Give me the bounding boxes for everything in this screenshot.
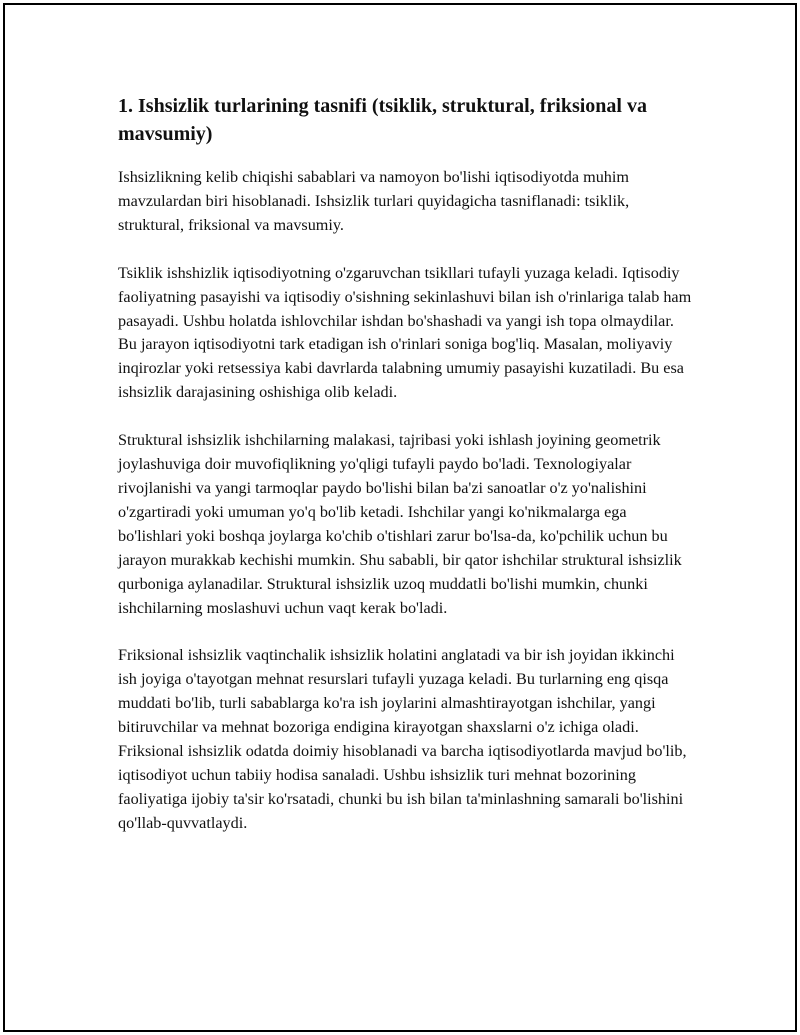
paragraph-frictional: Friksional ishsizlik vaqtinchalik ishsizlik holatini anglatadi va bir ish joyidan ikkinchi ish joyiga o'tayotgan mehnat resurslari tufayli yuzaga keladi. Bu turlarning eng qisqa muddati bo'lib, turli sabablarga ko'ra ish joylarini almashtirayotgan ishchilar, yangi bitiruvchilar va mehnat bozoriga endigina kirayotgan shaxslarni o'z ichiga oladi. Friksional ishsizlik odatda doimiy hisoblanadi va barcha iqtisodiyotlarda mavjud bo'lib, iqtisodiyot uchun tabiiy hodisa sanaladi. Ushbu ishsizlik turi mehnat bozorining faoliyatiga ijobiy ta'sir ko'rsatadi, chunki bu ish bilan ta'minlashning samarali bo'lishini qo'llab-quvvatlaydi.	[118, 646, 687, 832]
paragraph-intro: Ishsizlikning kelib chiqishi sabablari va namoyon bo'lishi iqtisodiyotda muhim mavzulardan biri hisoblanadi. Ishsizlik turlari quyidagicha tasniflanadi: tsiklik, struktural, friksional va mavsumiy.	[118, 168, 630, 234]
document-body	[118, 92, 692, 860]
paragraph-cyclical: Tsiklik ishshizlik iqtisodiyotning o'zgaruvchan tsikllari tufayli yuzaga keladi. Iqtisodiy faoliyatning pasayishi va iqtisodiy o'sishning sekinlashuvi bilan ish o'rinlariga talab ham pasayadi. Ushbu holatda ishlovchilar ishdan bo'shashadi va yangi ish topa olmaydilar. Bu jarayon iqtisodiyotni tark etadigan ish o'rinlari soniga bog'liq. Masalan, moliyaviy inqirozlar yoki retsessiya kabi davrlarda talabning umumiy pasayishi kuzatiladi. Bu esa ishsizlik darajasining oshishiga olib keladi.	[118, 263, 692, 402]
section-heading: 1. Ishsizlik turlarining tasnifi (tsiklik, struktural, friksional va mavsumiy)	[118, 95, 647, 145]
paragraph-structural: Struktural ishsizlik ishchilarning malakasi, tajribasi yoki ishlash joyining geometrik joylashuviga doir muvofiqlikning yo'qligi tufayli paydo bo'ladi. Texnologiyalar rivojlanishi va yangi tarmoqlar paydo bo'lishi bilan ba'zi sanoatlar o'z yo'nalishini o'zgartiradi yoki umuman yo'q bo'lib ketadi. Ishchilar yangi ko'nikmalarga ega bo'lishlari yoki boshqa joylarga ko'chib o'tishlari zarur bo'lsa-da, ko'pchilik uchun bu jarayon murakkab kechishi mumkin. Shu sababli, bir qator ishchilar struktural ishsizlik qurboniga aylanadilar. Struktural ishsizlik uzoq muddatli bo'lishi mumkin, chunki ishchilarning moslashuvi uchun vaqt kerak bo'ladi.	[118, 431, 682, 617]
